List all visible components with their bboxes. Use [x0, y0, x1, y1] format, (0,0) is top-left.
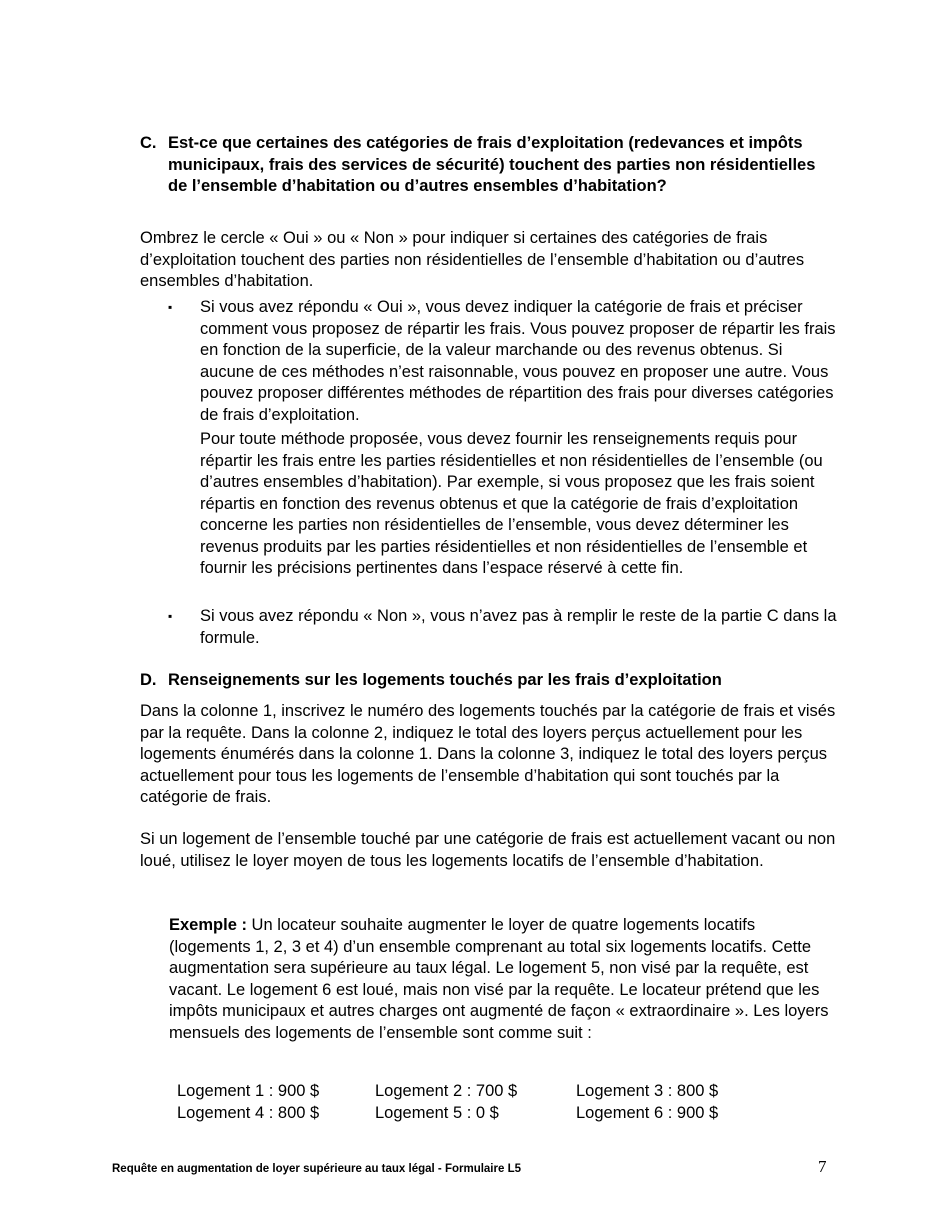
- units-row: [177, 1081, 797, 1103]
- bullet-yes-continued: [168, 429, 840, 580]
- bullet-yes: [168, 297, 840, 426]
- example-text: Un locateur souhaite augmenter le loyer de quatre logements locatifs (logements 1, 2, 3 et 4) d’un ensemble comprenant au total six logements locatifs. Cette augmentation sera supérieure au taux légal. Le logement 5, non visé par la requête, est vacant. Le logement 6 est loué, mais non visé par la requête. Le locateur prétend que les impôts municipaux et autres charges ont augmenté de façon « extraordinaire ». Les loyers mensuels des logements de l’ensemble sont comme suit :: [169, 916, 829, 1042]
- bullet-icon: ▪: [168, 300, 173, 314]
- unit-rent: Logement 3 : 800 $: [576, 1082, 719, 1100]
- unit-rent: Logement 1 : 900 $: [177, 1082, 320, 1100]
- unit-rent: Logement 4 : 800 $: [177, 1103, 320, 1122]
- section-d-para-1: Dans la colonne 1, inscrivez le numéro des logements touchés par la catégorie de frais et visés par la requête. Dans la colonne 2, indiquez le total des loyers perçus actuellement pour les logements énumérés dans la colonne 1. Dans la colonne 3, indiquez le total des loyers perçus actuellement pour tous les logements de l’ensemble d’habitation qui sont touchés par la catégorie de frais.: [140, 702, 836, 806]
- unit-rent: Logement 6 : 900 $: [576, 1103, 719, 1122]
- section-d-para-2: Si un logement de l’ensemble touché par une catégorie de frais est actuellement vacant ou non loué, utilisez le loyer moyen de tous les logements locatifs de l’ensemble d’habitation.: [140, 830, 836, 870]
- section-c-intro: Ombrez le cercle « Oui » ou « Non » pour indiquer si certaines des catégories de frais d’exploitation touchent des parties non résidentielles de l’ensemble d’habitation ou d’autres ensembles d’habitation.: [140, 229, 805, 290]
- unit-rent: Logement 5 : 0 $: [375, 1103, 499, 1122]
- units-row: [177, 1103, 797, 1125]
- section-c-heading-text: Est-ce que certaines des catégories de frais d’exploitation (redevances et impôts municipaux, frais des services de sécurité) touchent des parties non résidentielles de l’ensemble d’habitation ou d’autres ensembles d’habitation?: [168, 134, 816, 195]
- section-d-letter: D.: [140, 671, 157, 689]
- section-d-heading: [140, 670, 840, 692]
- footer-form-title: Requête en augmentation de loyer supérieure au taux légal - Formulaire L5: [112, 1163, 521, 1175]
- section-d-heading-text: Renseignements sur les logements touchés par les frais d’exploitation: [168, 671, 722, 689]
- units-rent-list: [177, 1081, 797, 1124]
- example-label: Exemple :: [169, 916, 247, 934]
- section-c-heading: [140, 133, 820, 198]
- bullet-no: [168, 606, 840, 649]
- bullet-no-text: Si vous avez répondu « Non », vous n’avez pas à remplir le reste de la partie C dans la formule.: [200, 607, 837, 647]
- footer-page-number: 7: [818, 1157, 827, 1176]
- section-c-letter: C.: [140, 134, 157, 152]
- example-block: [169, 915, 834, 1044]
- bullet-yes-text: Si vous avez répondu « Oui », vous devez indiquer la catégorie de frais et préciser comment vous proposez de répartir les frais. Vous pouvez proposer de répartir les frais en fonction de la superficie, de la valeur marchande ou des revenus obtenus. Si aucune de ces méthodes n’est raisonnable, vous pouvez en proposer une autre. Vous pouvez proposer différentes méthodes de répartition des frais pour diverses catégories de frais d’exploitation.: [200, 298, 836, 424]
- bullet-icon: ▪: [168, 609, 173, 623]
- bullet-yes-continued-text: Pour toute méthode proposée, vous devez fournir les renseignements requis pour répartir les frais entre les parties résidentielles et non résidentielles de l’ensemble (ou d’autres ensembles d’habitation). Par exemple, si vous proposez que les frais soient répartis en fonction des revenus obtenus et que la catégorie de frais d’exploitation concerne les parties non résidentielles de l’ensemble, vous devez déterminer les revenus produits par les parties résidentielles et non résidentielles de l’ensemble et fournir les précisions pertinentes dans l’espace réservé à cette fin.: [200, 430, 823, 577]
- unit-rent: Logement 2 : 700 $: [375, 1082, 518, 1100]
